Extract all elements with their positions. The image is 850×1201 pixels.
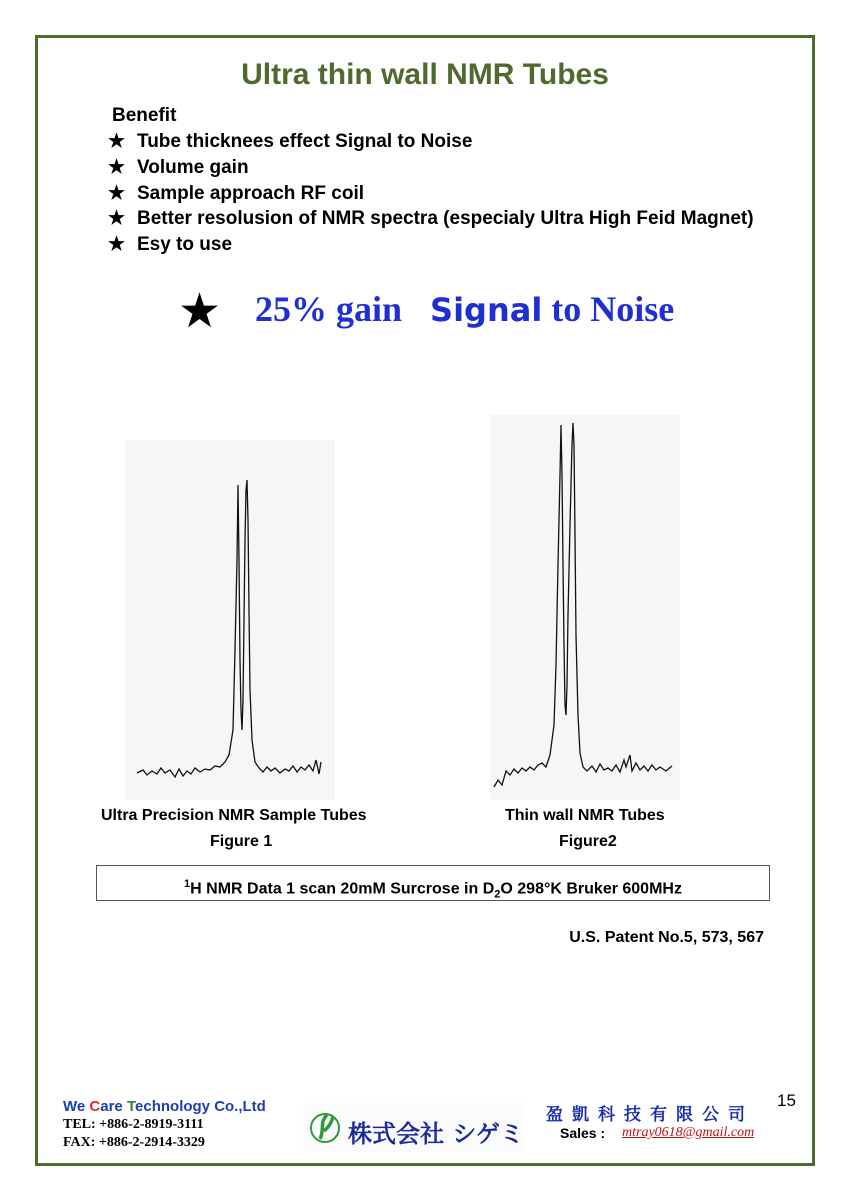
logo-text: 株式会社 シゲミ bbox=[348, 1120, 524, 1148]
highlight-gain-text bbox=[255, 284, 674, 335]
list-item: ★ Sample approach RF coil bbox=[108, 181, 754, 207]
figure-1-label: Figure 1 bbox=[210, 833, 273, 850]
signal-word: Signal bbox=[430, 291, 543, 329]
star-icon: ★ bbox=[108, 182, 126, 204]
spectrum-background bbox=[490, 415, 680, 800]
benefit-heading: Benefit bbox=[112, 105, 177, 126]
patent-number: U.S. Patent No.5, 573, 567 bbox=[569, 929, 764, 946]
benefit-list bbox=[108, 129, 754, 258]
nmr-data-box: $^1$H NMR Data 1 scan 20mM Surcrose in $D_2O$ 298°K Bruker 600MHz bbox=[96, 865, 770, 901]
sales-email-link[interactable]: mtray0618@gmail.com bbox=[622, 1125, 755, 1140]
nmr-spectrum-figure-2 bbox=[490, 415, 680, 800]
figure-2-caption: Thin wall NMR Tubes bbox=[505, 807, 665, 824]
figure-1-caption: Ultra Precision NMR Sample Tubes bbox=[101, 807, 367, 824]
fax-number: FAX: +886-2-2914-3329 bbox=[63, 1135, 205, 1150]
list-item: ★ Tube thicknees effect Signal to Noise bbox=[108, 129, 754, 155]
highlight-star-icon: ★ bbox=[178, 285, 222, 338]
page-number: 15 bbox=[777, 1091, 796, 1110]
page-title: Ultra thin wall NMR Tubes bbox=[241, 58, 609, 91]
nmr-spectrum-figure-1 bbox=[125, 440, 335, 800]
telephone: TEL: +886-2-8919-3111 bbox=[63, 1117, 204, 1132]
list-item: ★ Volume gain bbox=[108, 155, 754, 181]
sales-label: Sales : bbox=[560, 1125, 606, 1141]
star-icon: ★ bbox=[108, 156, 126, 178]
star-icon: ★ bbox=[108, 131, 126, 152]
chinese-company-name: 盈凱科技有限公司 bbox=[546, 1105, 754, 1125]
company-name: We Care Technology Co.,Ltd bbox=[63, 1098, 266, 1115]
star-icon: ★ bbox=[108, 208, 126, 230]
list-item: ★ Esy to use bbox=[108, 232, 754, 258]
star-icon: ★ bbox=[108, 234, 126, 256]
gain-value: 25% gain bbox=[255, 289, 403, 329]
figure-2-label: Figure2 bbox=[559, 833, 617, 850]
to-noise-text: to Noise bbox=[551, 289, 675, 329]
list-item: ★ Better resolusion of NMR spectra (especialy Ultra High Feid Magnet) bbox=[108, 206, 754, 232]
